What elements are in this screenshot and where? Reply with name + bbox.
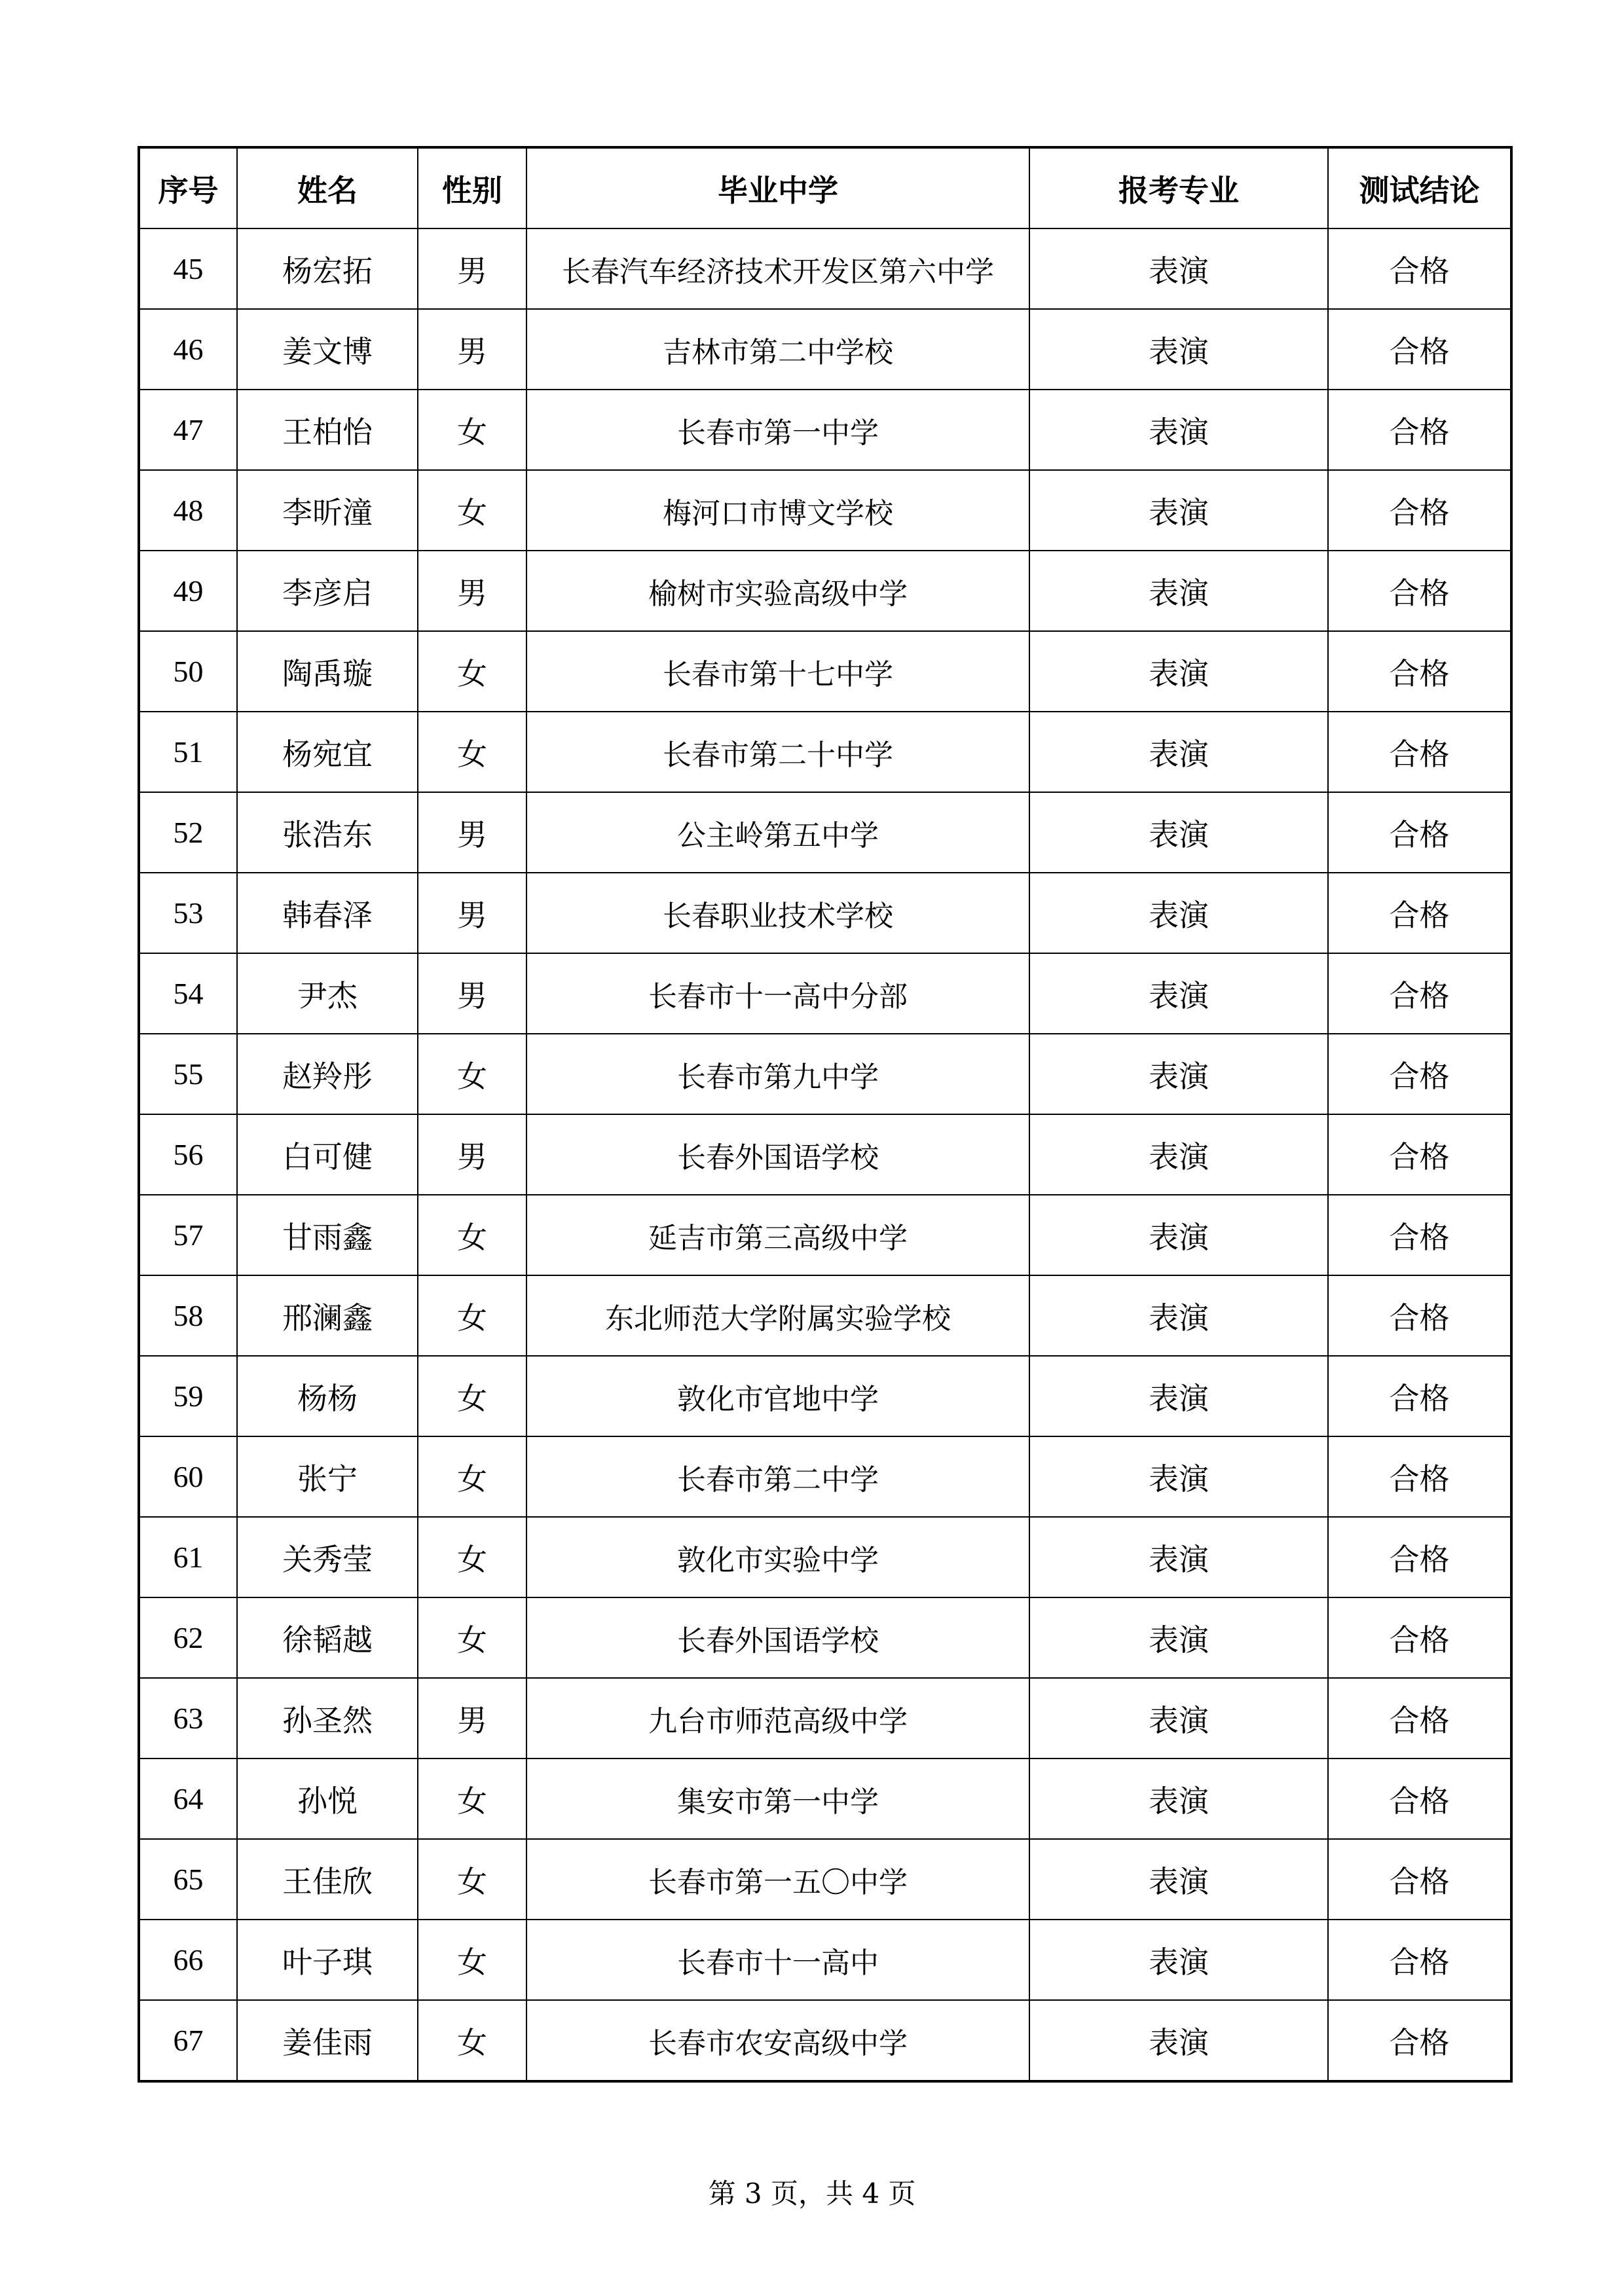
cell-gender: 男 — [418, 953, 526, 1034]
cell-gender: 女 — [418, 1275, 526, 1356]
cell-test-result: 合格 — [1328, 631, 1511, 712]
cell-test-result: 合格 — [1328, 1758, 1511, 1839]
table-row — [139, 1920, 1511, 2000]
cell-test-result: 合格 — [1328, 792, 1511, 873]
cell-gender: 女 — [418, 1839, 526, 1920]
cell-test-result: 合格 — [1328, 2000, 1511, 2081]
table-row — [139, 309, 1511, 390]
cell-major: 表演 — [1029, 2000, 1328, 2081]
cell-name: 姜文博 — [237, 309, 418, 390]
table-row — [139, 712, 1511, 792]
cell-gender: 女 — [418, 631, 526, 712]
cell-serial-number: 67 — [139, 2000, 237, 2081]
cell-serial-number: 49 — [139, 551, 237, 631]
cell-graduated-school: 延吉市第三高级中学 — [526, 1195, 1029, 1275]
cell-gender: 女 — [418, 1195, 526, 1275]
table-row — [139, 873, 1511, 953]
cell-graduated-school: 九台市师范高级中学 — [526, 1678, 1029, 1758]
cell-name: 张宁 — [237, 1436, 418, 1517]
cell-gender: 女 — [418, 1920, 526, 2000]
cell-gender: 女 — [418, 2000, 526, 2081]
cell-major: 表演 — [1029, 1517, 1328, 1597]
cell-graduated-school: 长春市第十七中学 — [526, 631, 1029, 712]
cell-name: 杨杨 — [237, 1356, 418, 1436]
cell-name: 李彦启 — [237, 551, 418, 631]
cell-graduated-school: 东北师范大学附属实验学校 — [526, 1275, 1029, 1356]
cell-name: 邢澜鑫 — [237, 1275, 418, 1356]
table-row — [139, 1275, 1511, 1356]
cell-serial-number: 45 — [139, 228, 237, 309]
cell-graduated-school: 榆树市实验高级中学 — [526, 551, 1029, 631]
cell-major: 表演 — [1029, 712, 1328, 792]
cell-test-result: 合格 — [1328, 1678, 1511, 1758]
table-row — [139, 1597, 1511, 1678]
table-row — [139, 792, 1511, 873]
cell-graduated-school: 长春市十一高中分部 — [526, 953, 1029, 1034]
cell-name: 叶子琪 — [237, 1920, 418, 2000]
cell-major: 表演 — [1029, 1758, 1328, 1839]
cell-name: 白可健 — [237, 1114, 418, 1195]
cell-serial-number: 53 — [139, 873, 237, 953]
cell-test-result: 合格 — [1328, 1839, 1511, 1920]
cell-test-result: 合格 — [1328, 1034, 1511, 1114]
cell-name: 孙悦 — [237, 1758, 418, 1839]
cell-graduated-school: 长春汽车经济技术开发区第六中学 — [526, 228, 1029, 309]
cell-graduated-school: 公主岭第五中学 — [526, 792, 1029, 873]
cell-test-result: 合格 — [1328, 1436, 1511, 1517]
cell-gender: 男 — [418, 1114, 526, 1195]
cell-gender: 男 — [418, 873, 526, 953]
cell-graduated-school: 集安市第一中学 — [526, 1758, 1029, 1839]
cell-test-result: 合格 — [1328, 228, 1511, 309]
cell-gender: 男 — [418, 1678, 526, 1758]
cell-major: 表演 — [1029, 1597, 1328, 1678]
header-test-result: 测试结论 — [1328, 147, 1511, 228]
table-row — [139, 1436, 1511, 1517]
cell-serial-number: 66 — [139, 1920, 237, 2000]
cell-name: 杨宏拓 — [237, 228, 418, 309]
cell-test-result: 合格 — [1328, 1920, 1511, 2000]
table-row — [139, 1356, 1511, 1436]
cell-name: 关秀莹 — [237, 1517, 418, 1597]
cell-serial-number: 54 — [139, 953, 237, 1034]
admission-results-table — [138, 146, 1513, 2083]
cell-serial-number: 51 — [139, 712, 237, 792]
cell-graduated-school: 长春外国语学校 — [526, 1597, 1029, 1678]
cell-serial-number: 46 — [139, 309, 237, 390]
cell-test-result: 合格 — [1328, 1195, 1511, 1275]
cell-test-result: 合格 — [1328, 390, 1511, 470]
cell-major: 表演 — [1029, 309, 1328, 390]
cell-graduated-school: 长春外国语学校 — [526, 1114, 1029, 1195]
cell-gender: 女 — [418, 712, 526, 792]
cell-graduated-school: 敦化市实验中学 — [526, 1517, 1029, 1597]
cell-name: 徐韬越 — [237, 1597, 418, 1678]
cell-test-result: 合格 — [1328, 953, 1511, 1034]
cell-major: 表演 — [1029, 1436, 1328, 1517]
cell-test-result: 合格 — [1328, 712, 1511, 792]
cell-major: 表演 — [1029, 1678, 1328, 1758]
cell-major: 表演 — [1029, 1114, 1328, 1195]
cell-gender: 女 — [418, 1517, 526, 1597]
cell-name: 陶禹璇 — [237, 631, 418, 712]
cell-serial-number: 50 — [139, 631, 237, 712]
cell-serial-number: 56 — [139, 1114, 237, 1195]
cell-major: 表演 — [1029, 1034, 1328, 1114]
cell-test-result: 合格 — [1328, 470, 1511, 551]
cell-graduated-school: 敦化市官地中学 — [526, 1356, 1029, 1436]
cell-test-result: 合格 — [1328, 1597, 1511, 1678]
cell-test-result: 合格 — [1328, 1275, 1511, 1356]
header-major: 报考专业 — [1029, 147, 1328, 228]
cell-gender: 女 — [418, 1034, 526, 1114]
table-row — [139, 1678, 1511, 1758]
table-row — [139, 228, 1511, 309]
cell-gender: 男 — [418, 792, 526, 873]
table-row — [139, 470, 1511, 551]
cell-major: 表演 — [1029, 1356, 1328, 1436]
cell-test-result: 合格 — [1328, 1517, 1511, 1597]
cell-name: 韩春泽 — [237, 873, 418, 953]
cell-serial-number: 63 — [139, 1678, 237, 1758]
cell-serial-number: 62 — [139, 1597, 237, 1678]
cell-serial-number: 47 — [139, 390, 237, 470]
header-name: 姓名 — [237, 147, 418, 228]
table-body — [139, 228, 1511, 2081]
header-graduated-school: 毕业中学 — [526, 147, 1029, 228]
cell-graduated-school: 吉林市第二中学校 — [526, 309, 1029, 390]
cell-graduated-school: 长春市十一高中 — [526, 1920, 1029, 2000]
table-row — [139, 551, 1511, 631]
cell-gender: 男 — [418, 309, 526, 390]
cell-gender: 男 — [418, 551, 526, 631]
cell-graduated-school: 长春市第二十中学 — [526, 712, 1029, 792]
page-footer: 第 3 页，共 4 页 — [708, 2178, 916, 2210]
cell-graduated-school: 长春市农安高级中学 — [526, 2000, 1029, 2081]
cell-major: 表演 — [1029, 228, 1328, 309]
table-row — [139, 1839, 1511, 1920]
table-row — [139, 631, 1511, 712]
cell-graduated-school: 长春市第九中学 — [526, 1034, 1029, 1114]
cell-major: 表演 — [1029, 631, 1328, 712]
table-row — [139, 1195, 1511, 1275]
cell-name: 甘雨鑫 — [237, 1195, 418, 1275]
table-row — [139, 1517, 1511, 1597]
cell-major: 表演 — [1029, 873, 1328, 953]
cell-name: 赵羚彤 — [237, 1034, 418, 1114]
cell-name: 张浩东 — [237, 792, 418, 873]
cell-test-result: 合格 — [1328, 1114, 1511, 1195]
cell-serial-number: 48 — [139, 470, 237, 551]
cell-serial-number: 64 — [139, 1758, 237, 1839]
cell-graduated-school: 梅河口市博文学校 — [526, 470, 1029, 551]
cell-gender: 女 — [418, 1356, 526, 1436]
cell-name: 孙圣然 — [237, 1678, 418, 1758]
cell-gender: 女 — [418, 1436, 526, 1517]
cell-gender: 女 — [418, 390, 526, 470]
table-row — [139, 2000, 1511, 2081]
cell-name: 尹杰 — [237, 953, 418, 1034]
cell-serial-number: 52 — [139, 792, 237, 873]
cell-graduated-school: 长春职业技术学校 — [526, 873, 1029, 953]
cell-serial-number: 60 — [139, 1436, 237, 1517]
table-row — [139, 1114, 1511, 1195]
cell-graduated-school: 长春市第二中学 — [526, 1436, 1029, 1517]
cell-serial-number: 65 — [139, 1839, 237, 1920]
cell-test-result: 合格 — [1328, 309, 1511, 390]
cell-major: 表演 — [1029, 953, 1328, 1034]
cell-gender: 女 — [418, 470, 526, 551]
cell-name: 姜佳雨 — [237, 2000, 418, 2081]
cell-gender: 女 — [418, 1597, 526, 1678]
table-row — [139, 953, 1511, 1034]
cell-major: 表演 — [1029, 1195, 1328, 1275]
cell-name: 李昕潼 — [237, 470, 418, 551]
cell-serial-number: 61 — [139, 1517, 237, 1597]
table-row — [139, 390, 1511, 470]
cell-major: 表演 — [1029, 792, 1328, 873]
table-header-row — [139, 147, 1511, 228]
cell-serial-number: 59 — [139, 1356, 237, 1436]
cell-major: 表演 — [1029, 551, 1328, 631]
table-row — [139, 1758, 1511, 1839]
cell-gender: 女 — [418, 1758, 526, 1839]
cell-major: 表演 — [1029, 1839, 1328, 1920]
cell-major: 表演 — [1029, 1275, 1328, 1356]
cell-serial-number: 57 — [139, 1195, 237, 1275]
cell-major: 表演 — [1029, 470, 1328, 551]
cell-major: 表演 — [1029, 1920, 1328, 2000]
header-serial-number: 序号 — [139, 147, 237, 228]
table-row — [139, 1034, 1511, 1114]
cell-name: 杨宛宜 — [237, 712, 418, 792]
cell-name: 王佳欣 — [237, 1839, 418, 1920]
cell-major: 表演 — [1029, 390, 1328, 470]
cell-test-result: 合格 — [1328, 873, 1511, 953]
cell-serial-number: 55 — [139, 1034, 237, 1114]
cell-serial-number: 58 — [139, 1275, 237, 1356]
cell-graduated-school: 长春市第一五〇中学 — [526, 1839, 1029, 1920]
header-gender: 性别 — [418, 147, 526, 228]
cell-test-result: 合格 — [1328, 551, 1511, 631]
cell-name: 王柏怡 — [237, 390, 418, 470]
cell-graduated-school: 长春市第一中学 — [526, 390, 1029, 470]
cell-gender: 男 — [418, 228, 526, 309]
cell-test-result: 合格 — [1328, 1356, 1511, 1436]
